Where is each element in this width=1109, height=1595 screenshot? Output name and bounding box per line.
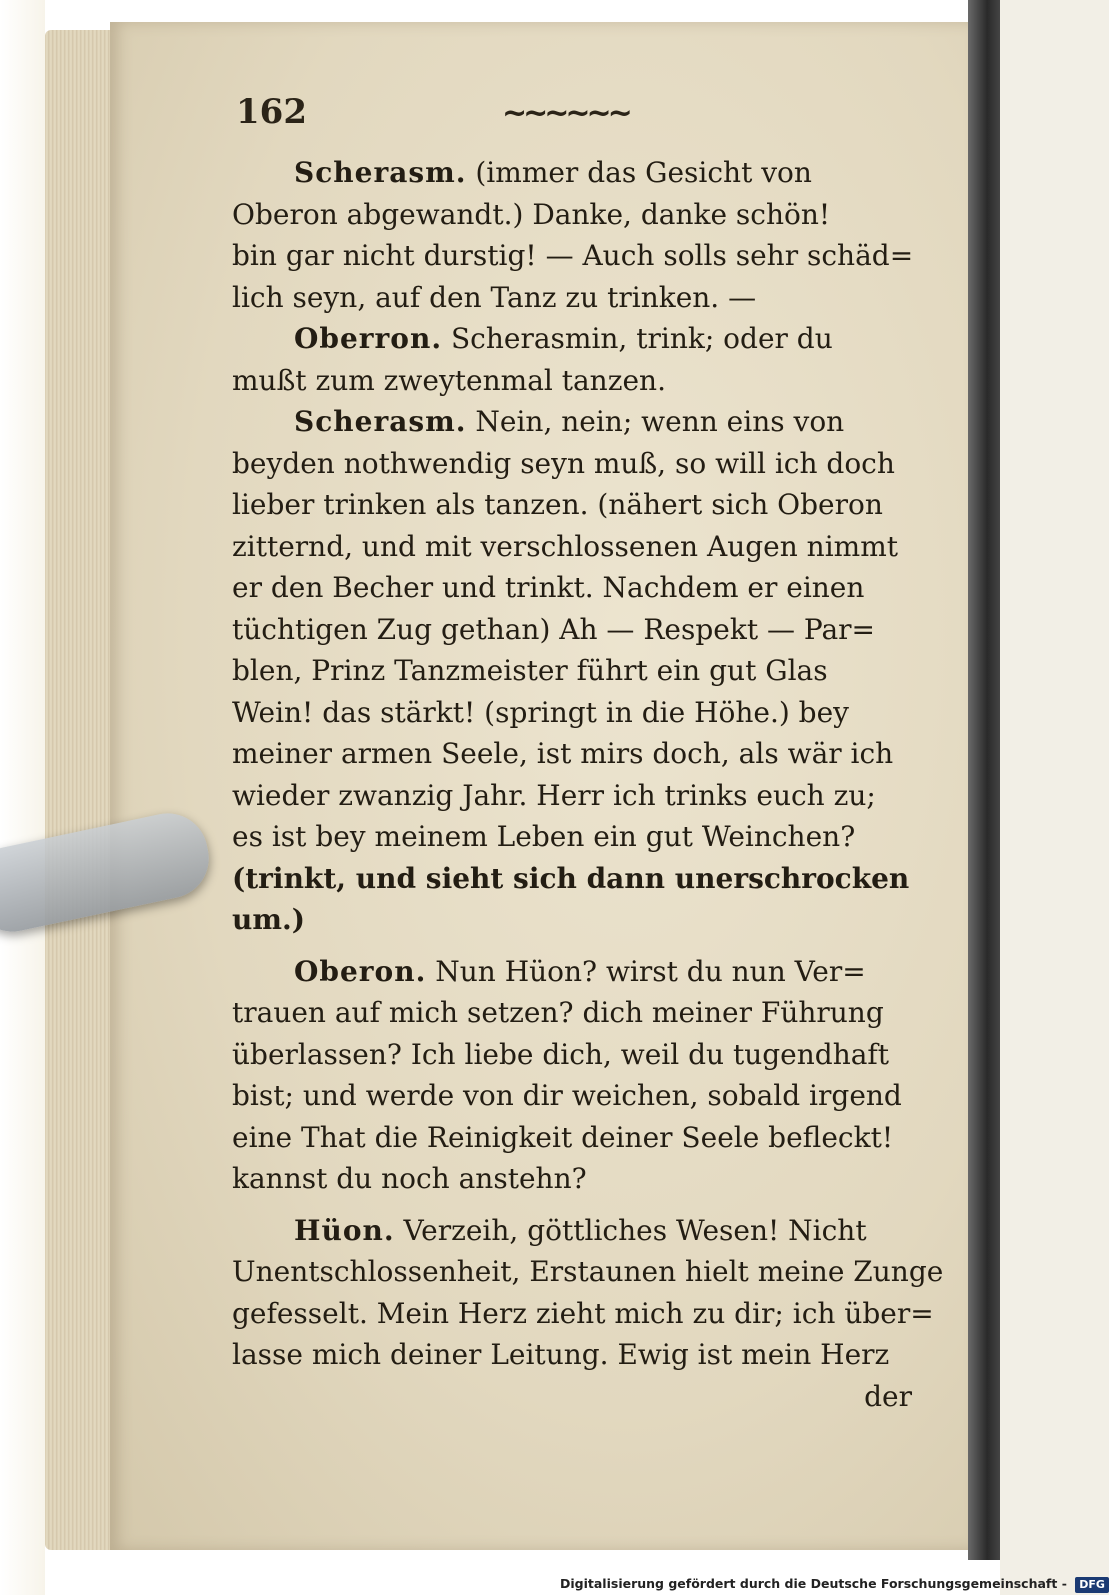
text-line: gefesselt. Mein Herz zieht mich zu dir; ich über= — [232, 1296, 934, 1330]
header-ornament: ~~~~~~ — [502, 96, 629, 131]
text-line: Wein! das stärkt! (springt in die Höhe.) bey — [232, 695, 849, 729]
page-text — [232, 152, 944, 1417]
text-line: er den Becher und trinkt. Nachdem er einen — [232, 571, 865, 604]
text-line: mußt zum zweytenmal tanzen. — [232, 363, 666, 397]
text-line: lieber trinken als tanzen. (nähert sich Oberon — [232, 488, 883, 521]
catchword: der — [864, 1379, 912, 1413]
text-line: blen, Prinz Tanzmeister führt ein gut Glas — [232, 654, 828, 687]
text-line: überlassen? Ich liebe dich, weil du tugendhaft — [232, 1037, 890, 1071]
text-line: Scherasm. (immer das Gesicht von — [294, 156, 812, 189]
text-line: lasse mich deiner Leitung. Ewig ist mein Herz — [232, 1338, 890, 1371]
text-line: lich seyn, auf den Tanz zu trinken. — — [232, 280, 757, 314]
page-number: 162 — [236, 92, 307, 132]
text-line: wieder zwanzig Jahr. Herr ich trinks euch zu; — [232, 778, 876, 812]
text-line: Oberron. Scherasmin, trink; oder du — [294, 322, 833, 355]
text-line: um.) — [232, 903, 305, 936]
footer-credit-text: Digitalisierung gefördert durch die Deutsche Forschungsgemeinschaft - — [560, 1576, 1067, 1591]
speaker-name: Hüon. — [294, 1213, 395, 1247]
speaker-name: Oberron. — [294, 322, 443, 355]
text-line: zitternd, und mit verschlossenen Augen nimmt — [232, 529, 899, 563]
text-line: trauen auf mich setzen? dich meiner Führung — [232, 996, 884, 1029]
book-spine — [968, 0, 1000, 1560]
page-header — [236, 92, 936, 142]
page-edges — [45, 30, 120, 1550]
text-line: Oberon abgewandt.) Danke, danke schön! — [232, 197, 831, 231]
speaker-name: Oberon. — [294, 954, 427, 988]
text-line: meiner armen Seele, ist mirs doch, als wär ich — [232, 737, 894, 770]
text-line: kannst du noch anstehn? — [232, 1162, 587, 1195]
text-line: es ist bey meinem Leben ein gut Weinchen? — [232, 820, 856, 853]
footer-credit — [560, 1573, 1109, 1595]
text-line: eine That die Reinigkeit deiner Seele befleckt! — [232, 1120, 894, 1154]
speaker-name: Scherasm. — [294, 405, 467, 438]
text-line: bist; und werde von dir weichen, sobald irgend — [232, 1079, 902, 1112]
dfg-logo: DFG — [1075, 1577, 1109, 1593]
speaker-name: Scherasm. — [294, 156, 467, 189]
text-line: beyden nothwendig seyn muß, so will ich doch — [232, 446, 895, 480]
text-line: Scherasm. Nein, nein; wenn eins von — [294, 405, 845, 438]
text-line: Unentschlossenheit, Erstaunen hielt meine Zunge — [232, 1255, 944, 1288]
text-line: tüchtigen Zug gethan) Ah — Respekt — Par= — [232, 612, 875, 646]
text-line: Hüon. Verzeih, göttliches Wesen! Nicht — [294, 1213, 867, 1247]
left-margin — [0, 0, 45, 1595]
text-line: (trinkt, und sieht sich dann unerschrocken — [232, 861, 910, 895]
text-line: bin gar nicht durstig! — Auch solls sehr schäd= — [232, 239, 914, 272]
text-line: Oberon. Nun Hüon? wirst du nun Ver= — [294, 954, 866, 988]
